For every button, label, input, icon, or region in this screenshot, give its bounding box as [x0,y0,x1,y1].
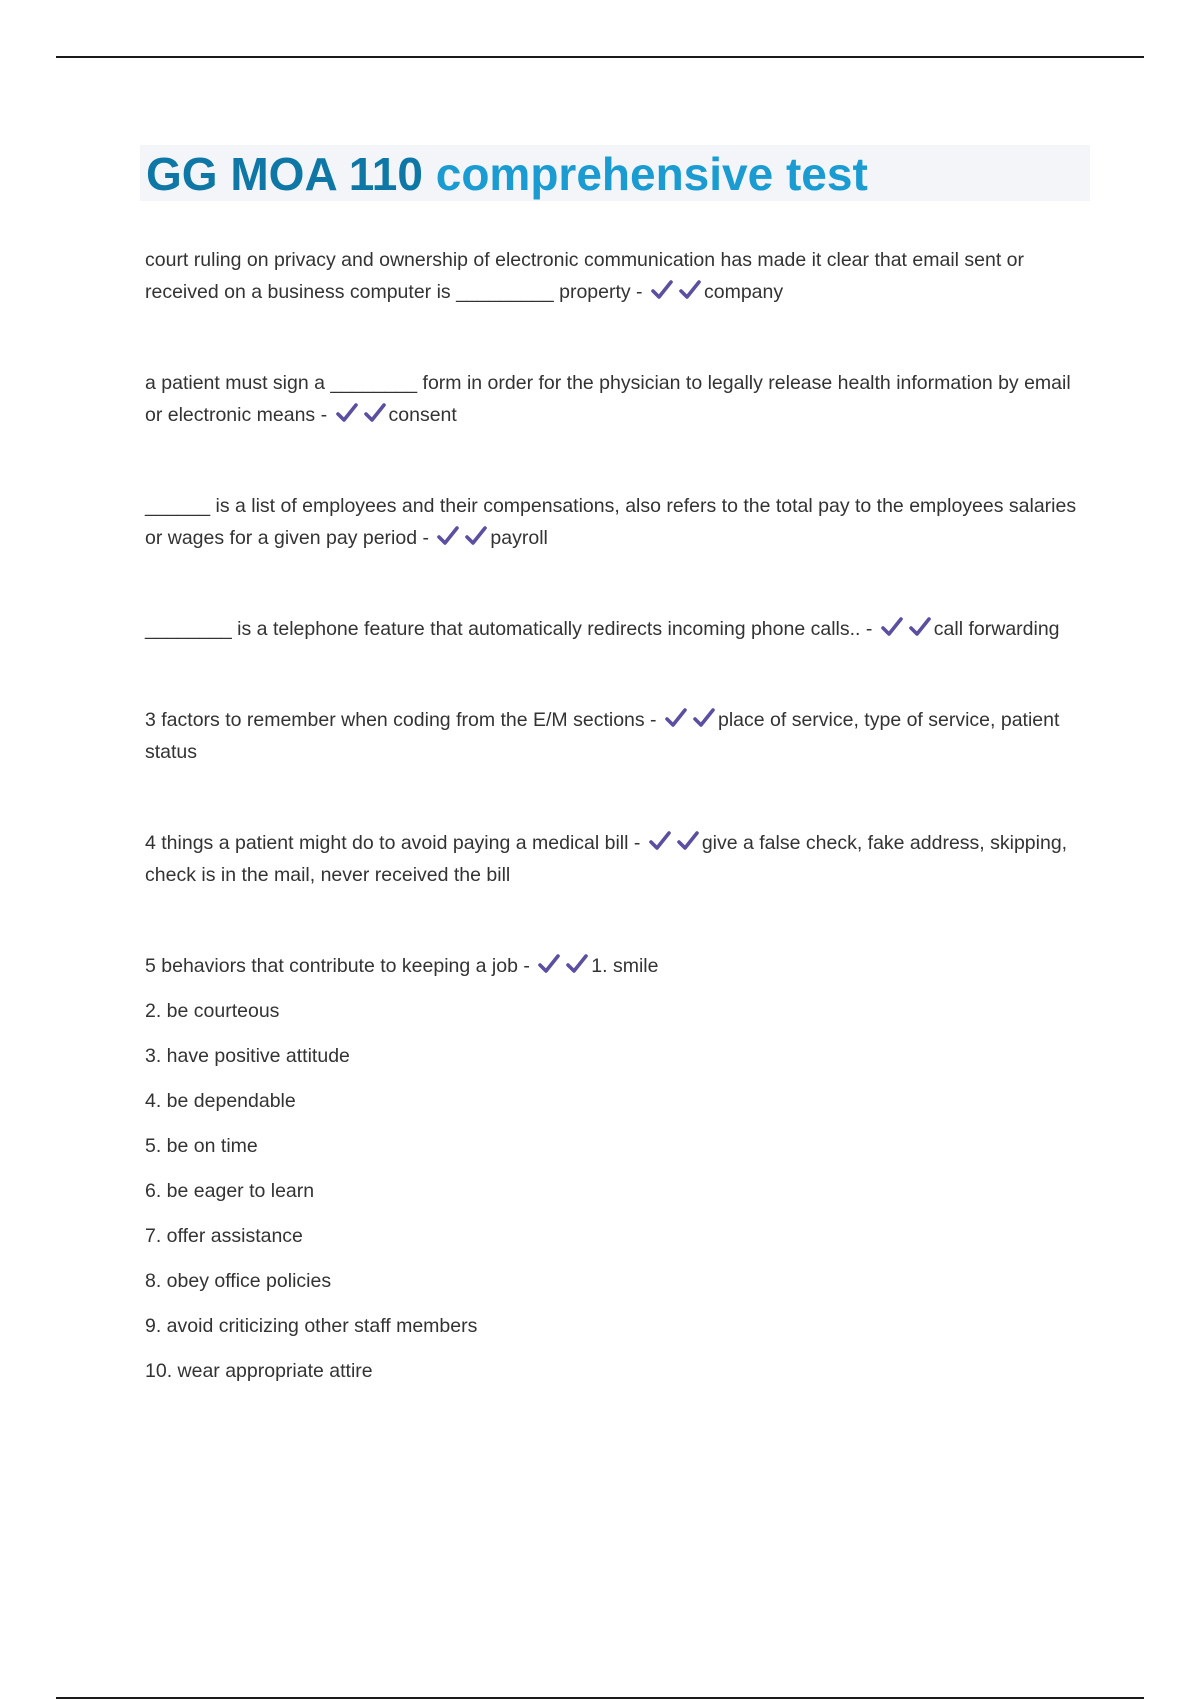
double-check-icon [535,955,591,977]
check-icon [537,953,561,975]
check-icon [676,830,700,852]
question-text: court ruling on privacy and ownership of electronic communication has made it clear that email sent or received on a business computer is _________ property [145,249,1025,303]
check-icon [335,402,359,424]
qa-item: ______ is a list of employees and their compensations, also refers to the total pay to the employees salaries or wages for a given pay period - payroll [145,495,1077,549]
qa-content [145,244,1085,1387]
check-icon [363,402,387,424]
answer-text: give a false check, fake address, skipping, check is in the mail, never received the bill [145,832,1068,886]
qa-item: ________ is a telephone feature that automatically redirects incoming phone calls.. - call forwarding [145,618,1060,640]
check-icon [664,707,688,729]
question-text: ________ is a telephone feature that automatically redirects incoming phone calls.. [145,618,861,640]
list-item: 5. be on time [145,1135,258,1157]
answer-text: consent [388,404,457,426]
list-item: 6. be eager to learn [145,1180,315,1202]
question-text: ______ is a list of employees and their compensations, also refers to the total pay to the employees salaries or wages for a given pay period [145,495,1077,549]
double-check-icon [646,832,702,854]
question-text: 4 things a patient might do to avoid paying a medical bill [145,832,629,854]
answer-text: call forwarding [933,618,1060,640]
question-text: 5 behaviors that contribute to keeping a job [145,955,518,977]
double-check-icon [333,404,389,426]
list-item: 3. have positive attitude [145,1045,350,1067]
question-text: a patient must sign a ________ form in order for the physician to legally release health information by email or electronic means [145,372,1071,426]
qa-item: 5 behaviors that contribute to keeping a job - 1. smile [145,955,659,977]
check-icon [436,525,460,547]
list-item: 4. be dependable [145,1090,296,1112]
answer-text: payroll [490,527,548,549]
list-item: 10. wear appropriate attire [145,1360,373,1382]
check-icon [464,525,488,547]
check-icon [880,616,904,638]
footer-rule [56,1697,1144,1699]
check-icon [692,707,716,729]
check-icon [908,616,932,638]
check-icon [650,279,674,301]
title-part-2: comprehensive test [435,148,868,200]
list-item: 7. offer assistance [145,1225,303,1247]
double-check-icon [648,281,704,303]
qa-item: a patient must sign a ________ form in order for the physician to legally release health information by email or electronic means - consent [145,372,1071,426]
header-rule [56,56,1144,58]
qa-item: 4 things a patient might do to avoid paying a medical bill - give a false check, fake address, skipping, check is in the mail, never received the bill [145,832,1068,886]
list-item: 2. be courteous [145,1000,280,1022]
double-check-icon [662,709,718,731]
qa-item: 3 factors to remember when coding from the E/M sections - place of service, type of service, patient status [145,709,1060,763]
answer-text: 1. smile [591,955,659,977]
double-check-icon [878,618,934,640]
double-check-icon [434,527,490,549]
title-part-1: GG MOA 110 [146,148,423,200]
page-title [146,146,868,202]
list-item: 9. avoid criticizing other staff members [145,1315,478,1337]
question-text: 3 factors to remember when coding from the E/M sections [145,709,645,731]
answer-text: company [703,281,784,303]
check-icon [565,953,589,975]
qa-item: court ruling on privacy and ownership of electronic communication has made it clear that email sent or received on a business computer is _________ property - company [145,249,1025,303]
list-item: 8. obey office policies [145,1270,332,1292]
check-icon [678,279,702,301]
check-icon [648,830,672,852]
answer-text: place of service, type of service, patient status [145,709,1060,763]
